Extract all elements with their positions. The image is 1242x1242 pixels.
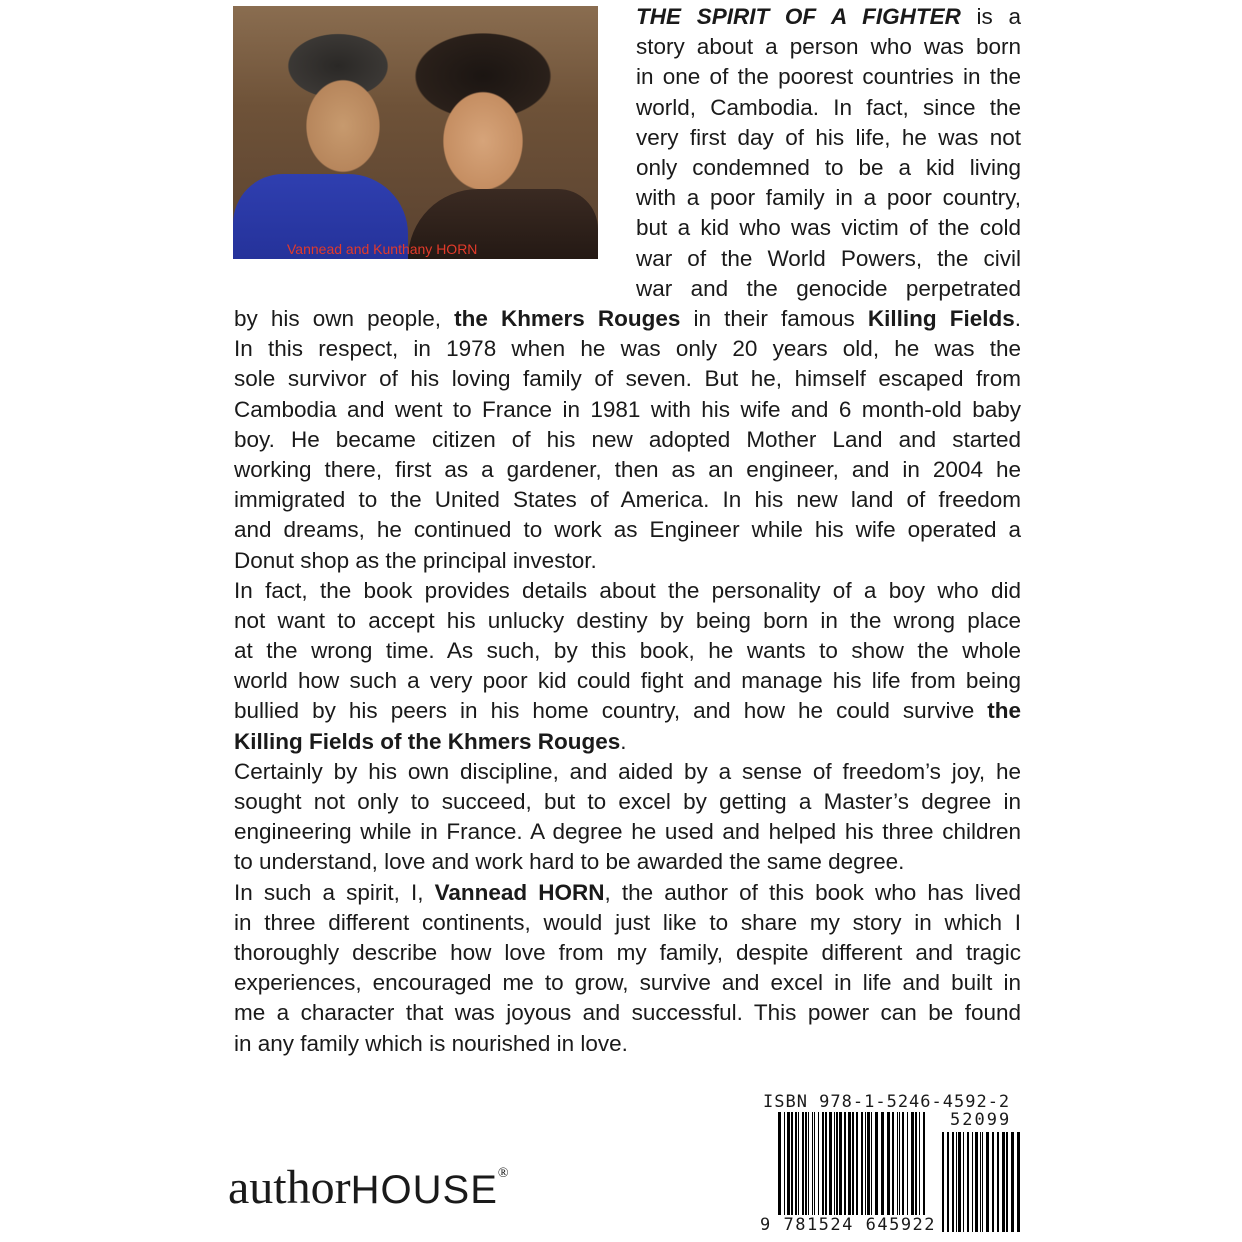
barcode-bar: [778, 1112, 781, 1216]
text-run: war of the World Powers, the civil: [636, 245, 1021, 271]
barcode-bar: [952, 1132, 954, 1232]
text-line: [636, 244, 1021, 274]
barcode-bar: [975, 1132, 978, 1232]
barcode-bar: [982, 1132, 983, 1232]
text-line: [234, 666, 1021, 696]
text-run: very first day of his life, he was not: [636, 124, 1021, 150]
text-run: .: [1014, 306, 1021, 331]
text-line: [636, 213, 1021, 243]
barcode-bar: [899, 1112, 900, 1216]
text-line: [636, 62, 1021, 92]
barcode-bar: [848, 1112, 851, 1216]
isbn-barcode: [778, 1112, 928, 1232]
price-barcode: [942, 1132, 1022, 1232]
publisher-name-upper: HOUSE: [350, 1168, 498, 1212]
text-line: [234, 847, 1021, 877]
barcode-digits: 9 781524 645922: [760, 1215, 937, 1235]
emphasis-text: Killing Fields of the Khmers Rouges: [234, 728, 621, 754]
barcode-bar: [967, 1132, 969, 1232]
text-run: In this respect, in 1978 when he was only 20 years old, he was the: [234, 336, 1021, 362]
barcode-bar: [958, 1132, 961, 1232]
barcode-bar: [972, 1132, 973, 1232]
barcode-bar: [795, 1112, 797, 1216]
text-run: bullied by his peers in his home country, and how he could survive: [234, 698, 988, 724]
text-run: .: [620, 728, 627, 754]
barcode-bar: [956, 1132, 957, 1232]
text-line: [234, 998, 1021, 1028]
text-line: [636, 32, 1021, 62]
barcode-bar: [897, 1112, 898, 1216]
registered-mark: ®: [497, 1166, 509, 1181]
text-line: [234, 787, 1021, 817]
text-line: [234, 425, 1021, 455]
barcode-bar: [1011, 1132, 1014, 1232]
text-run: working there, first as a gardener, then as an engineer, and in 2004 he: [234, 456, 1021, 482]
isbn-label: ISBN 978-1-5246-4592-2: [763, 1092, 1011, 1112]
barcode-bar: [871, 1112, 872, 1216]
barcode-bar: [798, 1112, 799, 1216]
emphasis-text: Vannead HORN: [434, 879, 605, 905]
author-photo: [233, 6, 598, 259]
barcode-bar: [997, 1132, 999, 1232]
text-run: In such a spirit, I,: [234, 879, 435, 905]
text-line: [234, 455, 1021, 485]
barcode-bar: [1006, 1132, 1008, 1232]
barcode-bar: [963, 1132, 964, 1232]
text-run: and dreams, he continued to work as Engineer while his wife operated a: [234, 517, 1021, 543]
text-run: engineering while in France. A degree he used and helped his three children: [234, 819, 1021, 845]
emphasis-text: THE SPIRIT OF A FIGHTER: [636, 4, 961, 29]
barcode-bar: [814, 1112, 815, 1216]
text-line: [234, 636, 1021, 666]
barcode-bar: [942, 1132, 944, 1232]
text-run: in any family which is nourished in love.: [234, 1030, 628, 1056]
text-line: [636, 93, 1021, 123]
barcode-bar: [834, 1112, 835, 1216]
text-run: with a poor family in a poor country,: [636, 185, 1021, 211]
barcode-bar: [907, 1112, 908, 1216]
barcode-bar: [836, 1112, 838, 1216]
text-line: [636, 183, 1021, 213]
text-line: [234, 727, 1021, 757]
barcode-bar: [784, 1112, 785, 1216]
text-run: experiences, encouraged me to grow, survive and excel in life and built in: [234, 970, 1021, 996]
text-run: in three different continents, would just like to share my story in which I: [234, 909, 1021, 935]
barcode-bar: [980, 1132, 981, 1232]
text-run: only condemned to be a kid living: [636, 154, 1021, 180]
barcode-bar: [825, 1112, 827, 1216]
text-line: [234, 968, 1021, 998]
text-run: thoroughly describe how love from my family, despite different and tragic: [234, 939, 1021, 965]
barcode-bar: [791, 1112, 793, 1216]
barcode-bar: [852, 1112, 854, 1216]
barcode-bar: [887, 1112, 890, 1216]
text-run: sought not only to succeed, but to excel by getting a Master’s degree in: [234, 789, 1021, 814]
text-run: immigrated to the United States of America. In his new land of freedom: [234, 487, 1021, 513]
text-line: [636, 123, 1021, 153]
barcode-bar: [1017, 1132, 1020, 1232]
barcode-bar: [881, 1112, 884, 1216]
photo-caption: Vannead and Kunthany HORN: [287, 241, 478, 257]
body-text: [234, 304, 1021, 1059]
text-run: story about a person who was born: [636, 34, 1021, 60]
text-run: Cambodia and went to France in 1981 with his wife and 6 month-old baby: [234, 396, 1021, 422]
text-run: world how such a very poor kid could fight and manage his life from being: [234, 668, 1021, 694]
text-line: [234, 878, 1021, 908]
barcode-bar: [867, 1112, 870, 1216]
barcode-bar: [865, 1112, 866, 1216]
text-run: in one of the poorest countries in the: [636, 64, 1021, 90]
barcode-bar: [844, 1112, 846, 1216]
text-line: [636, 153, 1021, 183]
text-run: by his own people,: [234, 306, 455, 331]
text-run: but a kid who was victim of the cold: [636, 215, 1021, 241]
text-line: [636, 274, 1021, 304]
text-line: [234, 485, 1021, 515]
barcode-bar: [992, 1132, 994, 1232]
text-run: in their famous: [680, 306, 868, 331]
barcode-bar: [808, 1112, 809, 1216]
barcode-bar: [829, 1112, 832, 1216]
text-run: me a character that was joyous and successful. This power can be found: [234, 1000, 1021, 1026]
text-line: [234, 696, 1021, 726]
text-line: [234, 364, 1021, 394]
emphasis-text: the: [987, 698, 1021, 724]
text-run: In fact, the book provides details about the personality of a boy who did: [234, 577, 1021, 603]
barcode-bar: [915, 1112, 917, 1216]
text-line: [234, 576, 1021, 606]
barcode-bar: [919, 1112, 920, 1216]
text-line: [234, 304, 1021, 334]
text-run: at the wrong time. As such, by this book, he wants to show the whole: [234, 638, 1021, 664]
text-run: not want to accept his unlucky destiny by being born in the wrong place: [234, 607, 1021, 633]
text-run: Certainly by his own discipline, and aided by a sense of freedom’s joy, he: [234, 758, 1021, 784]
barcode-bar: [839, 1112, 842, 1216]
text-line: [234, 515, 1021, 545]
barcode-bar: [892, 1112, 894, 1216]
text-line: [234, 606, 1021, 636]
text-line: [234, 334, 1021, 364]
barcode-bar: [911, 1112, 914, 1216]
barcode-bar: [856, 1112, 858, 1216]
text-run: sole survivor of his loving family of seven. But he, himself escaped from: [234, 366, 1021, 392]
barcode-bar: [923, 1112, 925, 1216]
barcode-bar: [947, 1132, 949, 1232]
text-line: [234, 1029, 1021, 1059]
text-line: [234, 395, 1021, 425]
text-run: , the author of this book who has lived: [604, 879, 1021, 905]
barcode-supplement-number: 52099: [950, 1110, 1012, 1130]
text-run: boy. He became citizen of his new adopted Mother Land and started: [234, 426, 1021, 452]
barcode-bar: [986, 1132, 989, 1232]
barcode-bar: [818, 1112, 819, 1216]
publisher-name-lower: author: [228, 1161, 351, 1214]
barcode-bar: [805, 1112, 807, 1216]
barcode-bar: [861, 1112, 863, 1216]
text-line: [234, 908, 1021, 938]
text-line: [234, 757, 1021, 787]
emphasis-text: Killing Fields: [867, 306, 1015, 331]
text-run: to understand, love and work hard to be awarded the same degree.: [234, 849, 905, 875]
intro-wrapped-text: [636, 2, 1021, 304]
text-run: Donut shop as the principal investor.: [234, 547, 597, 573]
barcode-bar: [902, 1112, 904, 1216]
barcode-bar: [787, 1112, 790, 1216]
barcode-bar: [822, 1112, 824, 1216]
text-run: world, Cambodia. In fact, since the: [636, 94, 1021, 120]
barcode-bar: [1002, 1132, 1005, 1232]
text-line: [234, 938, 1021, 968]
text-line: [234, 546, 1021, 576]
text-run: war and the genocide perpetrated: [636, 275, 1021, 301]
publisher-logo: [228, 1160, 509, 1215]
text-line: [636, 2, 1021, 32]
text-line: [234, 817, 1021, 847]
barcode-bar: [812, 1112, 813, 1216]
emphasis-text: the Khmers Rouges: [454, 306, 681, 331]
barcode-bar: [802, 1112, 804, 1216]
text-run: is a: [960, 4, 1022, 29]
barcode-bar: [875, 1112, 878, 1216]
